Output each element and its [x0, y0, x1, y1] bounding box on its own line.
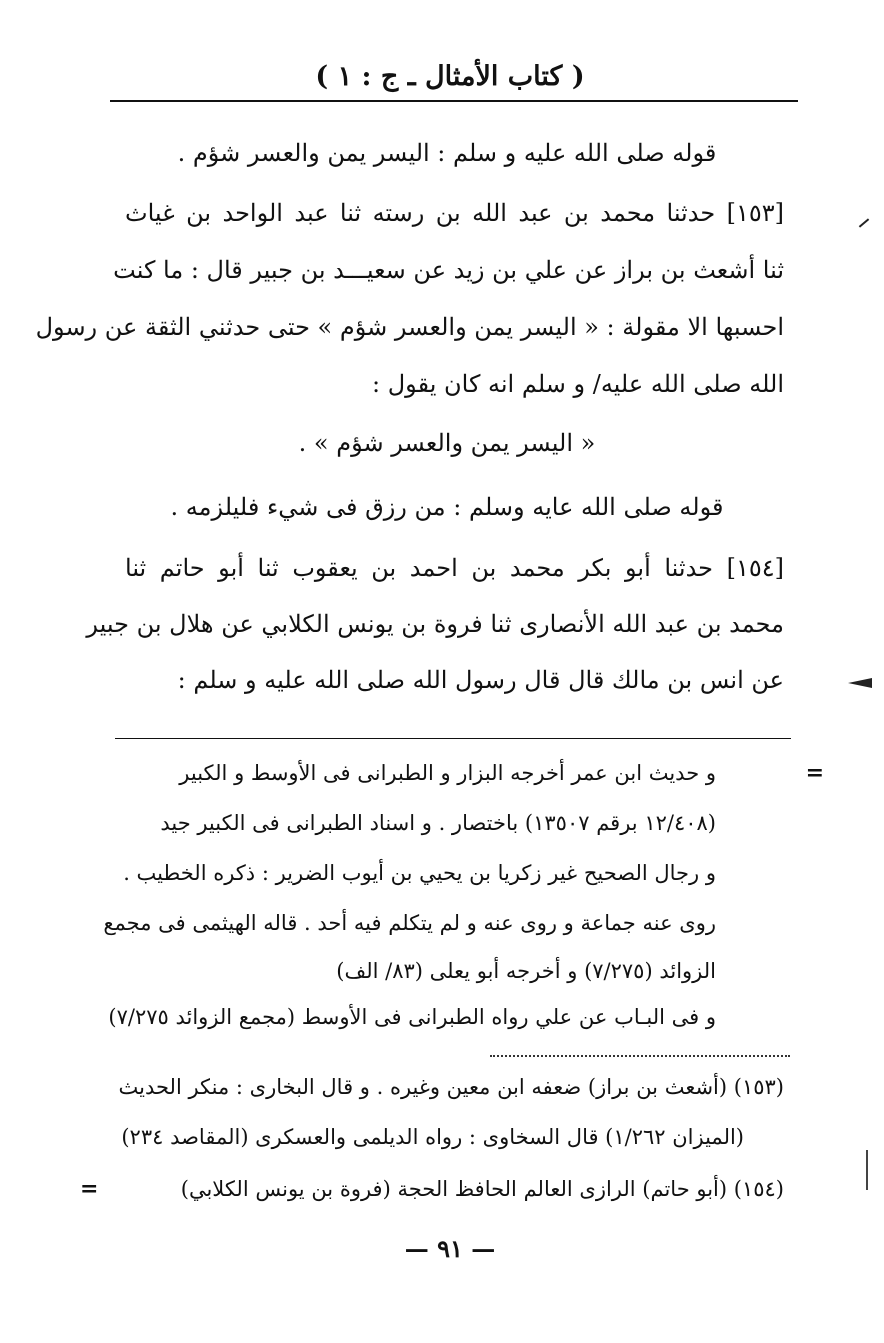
- footnote-separator: [115, 738, 791, 739]
- text-line: ثنا أشعث بن براز عن علي بن زيد عن سعيـــد بن جبير قال : ما كنت: [113, 256, 784, 284]
- footnote-line: و فى البـاب عن علي رواه الطبرانى فى الأوسط (مجمع الزوائد ٧/٢٧٥): [108, 1005, 716, 1029]
- footnote-line: الزوائد (٧/٢٧٥) و أخرجه أبو يعلى (٨٣/ الف): [336, 959, 716, 983]
- footnote-line: (١٥٣) (أشعث بن براز) ضعفه ابن معين وغيره . و قال البخارى : منكر الحديث: [118, 1075, 784, 1099]
- scan-artifact: [866, 1150, 868, 1190]
- footnote-line: روى عنه جماعة و روى عنه و لم يتكلم فيه أحد . قاله الهيثمى فى مجمع: [103, 911, 716, 935]
- scan-artifact: [859, 218, 869, 227]
- continuation-mark: =: [80, 1176, 99, 1202]
- footnote-line: و حديث ابن عمر أخرجه البزار و الطبرانى فى الأوسط و الكبير: [179, 761, 716, 785]
- text-line: احسبها الا مقولة : « اليسر يمن والعسر شؤم » حتى حدثني الثقة عن رسول: [35, 313, 784, 341]
- text-line: [١٥٣] حدثنا محمد بن عبد الله بن رسته ثنا عبد الواحد بن غياث: [125, 199, 784, 227]
- chapter-heading: قوله صلى الله عليه و سلم : اليسر يمن والعسر شؤم .: [177, 139, 717, 167]
- footnote-line: (الميزان ١/٢٦٢) قال السخاوى : رواه الديلمى والعسكرى (المقاصد ٢٣٤): [121, 1125, 744, 1149]
- hadith-quote: « اليسر يمن والعسر شؤم » .: [298, 429, 596, 457]
- continuation-mark: =: [805, 760, 824, 786]
- footnote-line: (١٢/٤٠٨ برقم ١٣٥٠٧) باختصار . و اسناد الطبرانى فى الكبير جيد: [160, 811, 716, 835]
- footnote-line: (١٥٤) (أبو حاتم) الرازى العالم الحافظ الحجة (فروة بن يونس الكلابي): [180, 1177, 784, 1201]
- chapter-heading: قوله صلى الله عايه وسلم : من رزق فى شيء فليلزمه .: [170, 493, 724, 521]
- running-header: ( كتاب الأمثال ـ ج : ١ ): [315, 61, 585, 92]
- text-line: الله صلى الله عليه/ و سلم انه كان يقول :: [372, 370, 784, 398]
- text-line: [١٥٤] حدثنا أبو بكر محمد بن احمد بن يعقوب ثنا أبو حاتم ثنا: [125, 554, 784, 582]
- footnote-line: و رجال الصحيح غير زكريا بن يحيي بن أيوب الضرير : ذكره الخطيب .: [123, 861, 716, 885]
- scan-artifact: [848, 678, 872, 688]
- text-line: محمد بن عبد الله الأنصارى ثنا فروة بن يونس الكلابي عن هلال بن جبير: [86, 610, 784, 638]
- footnote-separator-wavy: [490, 1055, 790, 1057]
- page-number: — ٩١ —: [404, 1234, 496, 1263]
- header-rule: [110, 100, 798, 102]
- text-line: عن انس بن مالك قال قال رسول الله صلى الله عليه و سلم :: [177, 666, 784, 694]
